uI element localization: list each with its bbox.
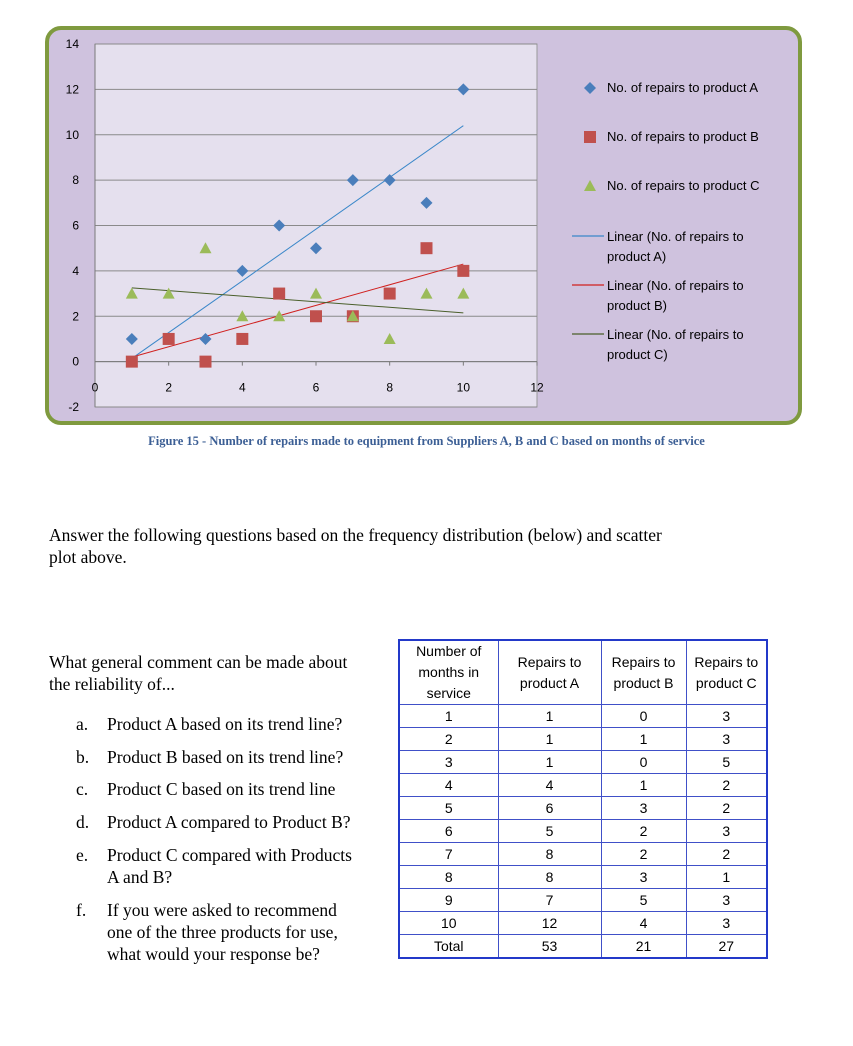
table-cell: 4 [498,774,601,797]
table-cell: Total [399,935,498,959]
legend-label: Linear (No. of repairs to [607,327,744,342]
table-row [399,843,767,866]
legend-marker [584,82,596,94]
scatter-chart [0,0,853,430]
legend-label: product C) [607,347,668,362]
y-tick-label: 2 [72,309,79,324]
list-letter: c. [76,779,89,799]
table-cell: 4 [399,774,498,797]
y-tick-label: -2 [68,400,79,414]
column-header [399,640,498,705]
point-b [126,356,138,368]
table-cell: 3 [399,751,498,774]
column-header-line: Number of [416,643,482,659]
legend-label: No. of repairs to product A [607,80,759,95]
table-cell: 7 [498,889,601,912]
table-cell: 27 [686,935,767,959]
x-tick-label: 10 [456,380,471,395]
question-line: the reliability of... [49,674,175,694]
table-cell: 2 [686,774,767,797]
question-text [49,651,389,695]
list-line: Product A based on its trend line? [107,714,343,734]
point-b [457,265,469,277]
list-letter: d. [76,812,90,832]
list-line: one of the three products for use, [107,922,338,942]
table-cell: 6 [399,820,498,843]
legend-label: Linear (No. of repairs to [607,278,744,293]
table-cell: 3 [686,889,767,912]
table-cell: 0 [601,705,686,728]
list-line: what would your response be? [107,944,320,964]
table-cell: 1 [498,728,601,751]
table-cell: 8 [498,843,601,866]
column-header-line: Repairs to [517,653,582,670]
table-row [399,820,767,843]
legend-marker [584,180,596,191]
y-tick-label: 4 [72,263,79,278]
table-cell: 2 [686,843,767,866]
legend-label: No. of repairs to product C [607,178,760,193]
table-cell: 1 [498,705,601,728]
table-cell: 21 [601,935,686,959]
table-cell: 9 [399,889,498,912]
table-cell: 5 [686,751,767,774]
legend-label: No. of repairs to product B [607,129,759,144]
table-cell: 8 [498,866,601,889]
x-tick-label: 2 [165,380,173,395]
table-row [399,774,767,797]
list-line: Product C compared with Products [107,845,352,865]
table-row [399,912,767,935]
column-header-line: product B [613,674,674,691]
list-line: Product C based on its trend line [107,779,336,799]
list-letter: a. [76,714,89,734]
table-cell: 7 [399,843,498,866]
table-cell: 1 [399,705,498,728]
y-tick-label: 8 [72,173,79,188]
point-b [273,288,285,300]
legend-label: product B) [607,298,667,313]
point-b [200,356,212,368]
column-header [498,640,601,705]
table-cell: 3 [686,705,767,728]
table-cell: 1 [601,774,686,797]
column-header-line: service [426,685,471,701]
table-header-row [399,640,767,705]
table-cell: 3 [686,820,767,843]
x-tick-label: 0 [91,380,99,395]
table-cell: 1 [498,751,601,774]
y-tick-label: 14 [65,37,79,51]
column-header-line: Repairs to [611,653,676,670]
table-cell: 3 [601,866,686,889]
table-cell: 3 [686,912,767,935]
table-cell: 53 [498,935,601,959]
intro-line: plot above. [49,547,127,567]
figure-caption: Figure 15 - Number of repairs made to equipment from Suppliers A, B and C based on months of service [148,434,705,448]
x-tick-label: 4 [238,380,246,395]
column-header-line: Repairs to [694,653,759,670]
point-b [384,288,396,300]
y-tick-label: 0 [72,354,79,369]
list-line: Product A compared to Product B? [107,812,351,832]
column-header-line: months in [418,664,480,680]
question-line: What general comment can be made about [49,652,348,672]
point-b [310,310,322,322]
list-letter: e. [76,845,89,865]
legend-marker [584,131,596,143]
table-cell: 2 [601,843,686,866]
column-header [686,640,767,705]
frequency-table [398,639,768,959]
table-cell: 1 [686,866,767,889]
table-cell: 5 [498,820,601,843]
list-line: If you were asked to recommend [107,900,337,920]
table-row [399,866,767,889]
x-tick-label: 8 [386,380,394,395]
table-cell: 1 [601,728,686,751]
list-line: A and B? [107,867,173,887]
column-header-line: product C [695,674,757,691]
table-cell: 3 [601,797,686,820]
table-total-row [399,935,767,959]
table-cell: 2 [601,820,686,843]
column-header [601,640,686,705]
list-line: Product B based on its trend line? [107,747,344,767]
table-row [399,797,767,820]
table-row [399,751,767,774]
legend-label: Linear (No. of repairs to [607,229,744,244]
table-cell: 5 [399,797,498,820]
y-tick-label: 6 [72,218,79,233]
table-cell: 3 [686,728,767,751]
table-row [399,728,767,751]
point-b [163,333,175,345]
point-b [421,242,433,254]
table-cell: 2 [686,797,767,820]
legend-label: product A) [607,249,667,264]
list-letter: f. [76,900,87,920]
intro-line: Answer the following questions based on the frequency distribution (below) and scatter [49,525,662,545]
table-row [399,705,767,728]
table-cell: 2 [399,728,498,751]
table-cell: 10 [399,912,498,935]
intro-text [49,524,769,568]
table-cell: 8 [399,866,498,889]
y-tick-label: 12 [65,82,79,97]
column-header-line: product A [519,674,580,691]
table-cell: 4 [601,912,686,935]
table-cell: 0 [601,751,686,774]
table-cell: 5 [601,889,686,912]
x-tick-label: 12 [530,380,544,395]
x-tick-label: 6 [312,380,320,395]
table-row [399,889,767,912]
table-cell: 12 [498,912,601,935]
table-cell: 6 [498,797,601,820]
point-b [236,333,248,345]
list-letter: b. [76,747,90,767]
y-tick-label: 10 [65,127,79,142]
